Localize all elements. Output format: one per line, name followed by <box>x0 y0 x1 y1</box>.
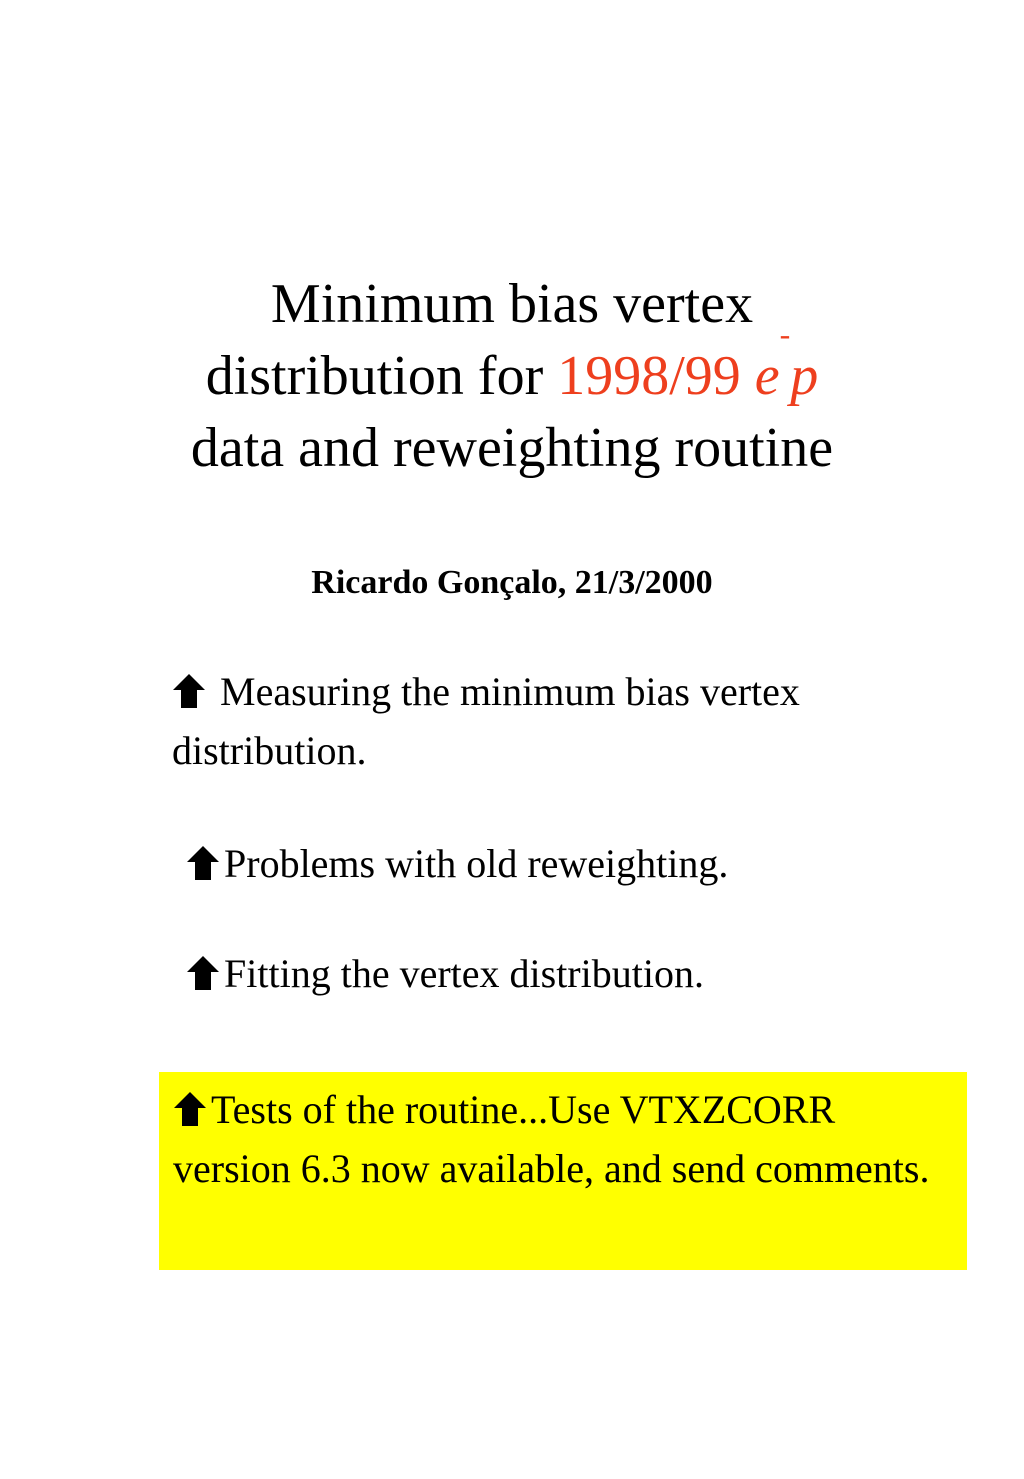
bullet-item-fitting <box>186 946 946 1005</box>
highlight-box <box>159 1072 967 1270</box>
bullet-text: Tests of the routine...Use VTXZCORR version 6.3 now available, and send comments. <box>173 1087 930 1191</box>
bullet-text: Measuring the minimum bias vertex distribution. <box>172 669 800 773</box>
title-charge-superscript: - <box>779 316 791 352</box>
title-proton: p <box>790 345 819 407</box>
bullet-item-tests <box>173 1082 953 1196</box>
up-arrow-icon <box>186 840 220 895</box>
title-year: 1998/99 <box>557 345 741 407</box>
up-arrow-icon <box>186 950 220 1005</box>
author-date: Ricardo Gonçalo, 21/3/2000 <box>311 564 713 601</box>
slide-title <box>0 268 1024 484</box>
bullet-item-problems <box>186 836 946 895</box>
bullet-item-measuring <box>172 664 932 778</box>
title-electron: e <box>754 345 780 407</box>
title-line-2-prefix: distribution for <box>205 345 558 407</box>
bullet-text: Fitting the vertex distribution. <box>224 951 704 996</box>
title-line-3: data and reweighting routine <box>190 417 834 479</box>
up-arrow-icon <box>173 1086 207 1141</box>
title-line-1: Minimum bias vertex <box>270 273 754 335</box>
bullet-text: Problems with old reweighting. <box>224 841 729 886</box>
up-arrow-icon <box>172 668 206 723</box>
